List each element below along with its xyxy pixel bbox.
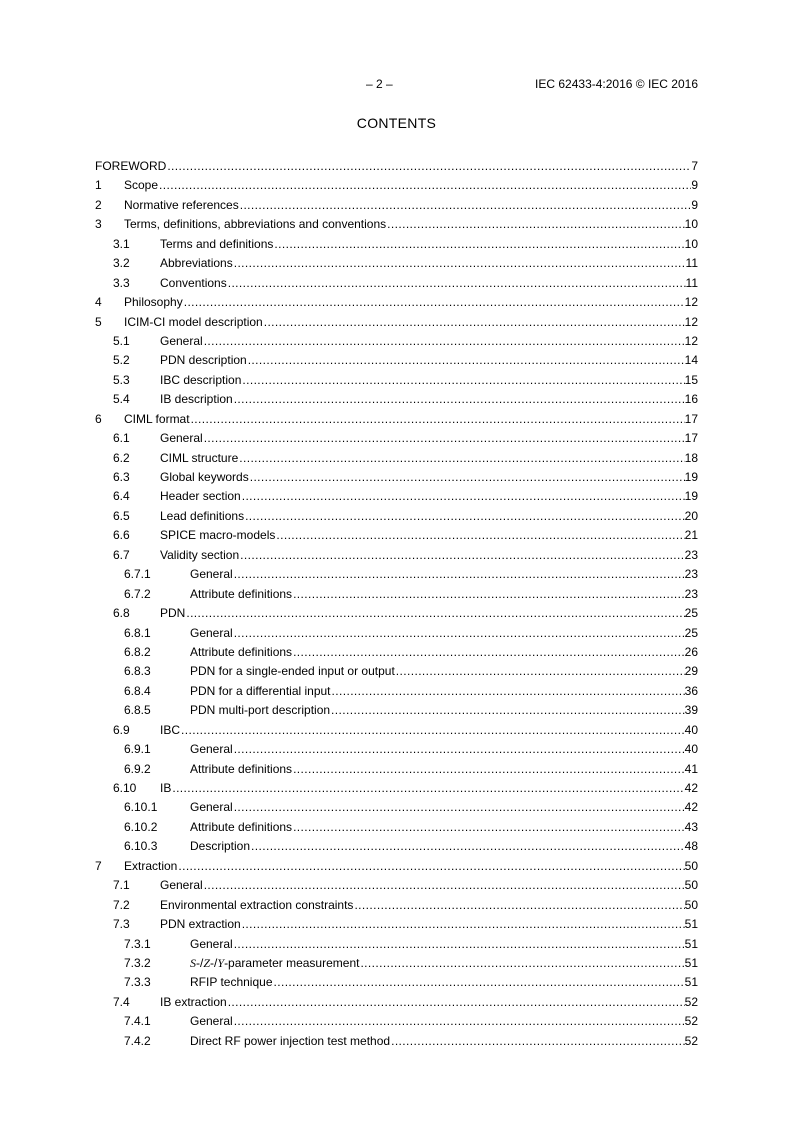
toc-entry-page: 16 — [684, 392, 698, 407]
dot-leader — [274, 973, 685, 992]
toc-entry[interactable] — [95, 507, 698, 526]
toc-entry[interactable] — [95, 293, 698, 312]
toc-entry-number: 6.1 — [113, 431, 130, 446]
toc-entry[interactable] — [95, 779, 698, 798]
toc-entry-label: S-/Z-/Y-parameter measurement — [190, 955, 360, 970]
dot-leader — [234, 624, 685, 643]
toc-entry-label: Normative references — [124, 197, 239, 212]
toc-entry[interactable] — [95, 235, 698, 254]
toc-entry-label: PDN extraction — [160, 917, 241, 932]
toc-entry[interactable] — [95, 215, 698, 234]
toc-entry-label: CIML format — [124, 411, 190, 426]
dot-leader — [250, 468, 685, 487]
dot-leader — [387, 215, 684, 234]
dot-leader — [204, 429, 685, 448]
toc-entry-label: IBC — [160, 722, 181, 737]
toc-entry-number: 3.2 — [113, 256, 130, 271]
toc-entry[interactable] — [95, 721, 698, 740]
toc-entry-label: General — [190, 936, 233, 951]
toc-entry-page: 12 — [684, 295, 698, 310]
toc-entry-page: 11 — [685, 256, 698, 271]
toc-entry[interactable] — [95, 546, 698, 565]
toc-entry-page: 29 — [684, 664, 698, 679]
toc-entry[interactable] — [95, 701, 698, 720]
page-title: CONTENTS — [356, 115, 437, 131]
dot-leader — [240, 196, 692, 215]
toc-entry-number: 6.7.2 — [124, 586, 151, 601]
toc-entry-label: IBC description — [160, 372, 242, 387]
dot-leader — [240, 546, 684, 565]
toc-entry-label: General — [190, 625, 233, 640]
toc-entry-number: 7.4.2 — [124, 1033, 151, 1048]
toc-entry-number: 6.9.1 — [124, 742, 151, 757]
dot-leader — [178, 857, 684, 876]
dot-leader — [228, 274, 686, 293]
toc-entry-label: PDN description — [160, 353, 247, 368]
dot-leader — [234, 740, 685, 759]
toc-entry[interactable] — [95, 643, 698, 662]
toc-entry[interactable] — [95, 332, 698, 351]
toc-entry-number: 6.6 — [113, 528, 130, 543]
toc-entry-number: 3.3 — [113, 275, 130, 290]
dot-leader — [264, 313, 685, 332]
toc-entry[interactable] — [95, 487, 698, 506]
toc-entry-label: FOREWORD — [95, 159, 167, 173]
toc-entry-label: Lead definitions — [160, 508, 245, 523]
toc-entry-number: 4 — [95, 295, 102, 310]
toc-entry[interactable] — [95, 896, 698, 915]
toc-entry-number: 6.8 — [113, 606, 130, 621]
toc-entry-page: 21 — [684, 528, 698, 543]
dot-leader — [332, 682, 685, 701]
toc-entry-page: 26 — [684, 644, 698, 659]
dot-leader — [191, 410, 685, 429]
toc-entry-page: 25 — [684, 625, 698, 640]
toc-entry-number: 6.8.5 — [124, 703, 151, 718]
toc-entry-label: Abbreviations — [160, 256, 233, 271]
toc-entry-page: 19 — [684, 470, 698, 484]
toc-entry-page: 50 — [684, 858, 698, 873]
dot-leader — [204, 876, 685, 895]
dot-leader — [293, 643, 685, 662]
dot-leader — [242, 487, 685, 506]
toc-entry-label: General — [160, 878, 203, 893]
toc-entry-page: 51 — [684, 955, 698, 970]
toc-entry-page: 42 — [684, 781, 698, 795]
dot-leader — [293, 585, 685, 604]
dot-leader — [239, 449, 684, 468]
toc-entry-number: 3.1 — [113, 236, 130, 251]
toc-entry-label: General — [190, 800, 233, 815]
toc-entry-label: Terms, definitions, abbreviations and conventions — [124, 217, 387, 232]
toc-entry[interactable] — [95, 760, 698, 779]
toc-entry[interactable] — [95, 449, 698, 468]
table-of-contents — [95, 157, 698, 1051]
toc-entry-label: General — [190, 1014, 233, 1029]
toc-entry[interactable] — [95, 662, 698, 681]
toc-entry-label: IB — [160, 781, 172, 795]
toc-entry-page: 17 — [684, 411, 698, 426]
toc-entry-number: 6.10.3 — [124, 839, 158, 854]
toc-entry[interactable] — [95, 410, 698, 429]
toc-entry-page: 51 — [684, 917, 698, 932]
toc-entry-number: 7.1 — [113, 878, 130, 893]
toc-entry-number: 7.4 — [113, 994, 130, 1009]
toc-entry-page: 23 — [684, 586, 698, 601]
dot-leader — [186, 604, 684, 623]
toc-entry-number: 6.8.3 — [124, 664, 151, 679]
toc-entry-number: 6.10 — [113, 781, 137, 795]
dot-leader — [234, 565, 685, 584]
toc-entry-number: 1 — [95, 178, 102, 193]
dot-leader — [248, 351, 685, 370]
toc-entry[interactable] — [95, 857, 698, 876]
toc-entry-label: Attribute definitions — [190, 761, 293, 776]
toc-entry[interactable] — [95, 993, 698, 1012]
toc-entry-number: 6.9 — [113, 722, 130, 737]
dot-leader — [181, 721, 685, 740]
dot-leader — [234, 1012, 685, 1031]
toc-entry-number: 6.8.4 — [124, 683, 151, 698]
toc-entry[interactable] — [95, 585, 698, 604]
dot-leader — [245, 507, 685, 526]
dot-leader — [276, 526, 684, 545]
dot-leader — [360, 954, 684, 973]
toc-entry-label: CIML structure — [160, 450, 239, 465]
toc-entry-page: 17 — [684, 431, 698, 446]
toc-entry-label: General — [190, 742, 233, 757]
document-reference: IEC 62433-4:2016 © IEC 2016 — [535, 77, 698, 91]
toc-entry-page: 9 — [691, 197, 698, 212]
toc-entry-page: 7 — [691, 159, 698, 173]
toc-entry[interactable] — [95, 526, 698, 545]
toc-entry[interactable] — [95, 371, 698, 390]
dot-leader — [234, 798, 685, 817]
toc-entry-page: 40 — [684, 722, 698, 737]
toc-entry[interactable] — [95, 274, 698, 293]
dot-leader — [331, 701, 685, 720]
toc-entry-label: Validity section — [160, 547, 240, 562]
toc-entry[interactable] — [95, 429, 698, 448]
toc-entry-page: 36 — [684, 683, 698, 698]
toc-entry-label: Terms and definitions — [160, 236, 274, 251]
dot-leader — [159, 176, 691, 195]
toc-entry-label: ICIM-CI model description — [124, 314, 263, 329]
toc-entry-page: 40 — [684, 742, 698, 757]
toc-entry-label: Scope — [124, 178, 159, 193]
toc-entry-label: Global keywords — [160, 470, 249, 484]
toc-entry-page: 18 — [684, 450, 698, 465]
toc-entry-label: General — [190, 567, 233, 582]
toc-entry-page: 52 — [684, 1014, 698, 1029]
toc-entry-label: PDN for a differential input — [190, 683, 331, 698]
toc-entry-label: PDN — [160, 606, 186, 621]
toc-entry[interactable] — [95, 390, 698, 409]
toc-entry-number: 7 — [95, 858, 102, 873]
toc-entry-page: 43 — [684, 819, 698, 834]
toc-entry[interactable] — [95, 818, 698, 837]
toc-entry-page: 20 — [684, 508, 698, 523]
toc-entry-number: 6.8.1 — [124, 625, 151, 640]
toc-entry[interactable] — [95, 1032, 698, 1051]
toc-entry-number: 6.10.2 — [124, 819, 158, 834]
dot-leader — [396, 662, 685, 681]
toc-entry-label: SPICE macro-models — [160, 528, 276, 543]
toc-entry[interactable] — [95, 196, 698, 215]
dot-leader — [242, 915, 685, 934]
toc-entry-page: 42 — [684, 800, 698, 815]
toc-entry[interactable] — [95, 1012, 698, 1031]
toc-entry-label: Attribute definitions — [190, 644, 293, 659]
toc-entry-label: Extraction — [124, 858, 178, 873]
dot-leader — [228, 993, 685, 1012]
toc-entry[interactable] — [95, 604, 698, 623]
toc-entry-number: 7.2 — [113, 897, 130, 912]
dot-leader — [234, 254, 686, 273]
toc-entry[interactable] — [95, 682, 698, 701]
toc-entry-label: IB extraction — [160, 994, 227, 1009]
toc-entry-page: 23 — [684, 547, 698, 562]
toc-entry-number: 5.3 — [113, 372, 130, 387]
toc-entry-page: 10 — [684, 217, 698, 232]
toc-entry-label: Attribute definitions — [190, 819, 293, 834]
toc-entry-page: 12 — [684, 333, 698, 348]
toc-entry[interactable] — [95, 798, 698, 817]
toc-entry-label: PDN for a single-ended input or output — [190, 664, 395, 679]
toc-entry-number: 5.2 — [113, 353, 130, 368]
toc-entry[interactable] — [95, 915, 698, 934]
toc-entry-label: Direct RF power injection test method — [190, 1033, 391, 1048]
toc-entry[interactable] — [95, 313, 698, 332]
page-number: – 2 – — [366, 77, 393, 91]
toc-entry[interactable] — [95, 624, 698, 643]
toc-entry-label: RFIP technique — [190, 975, 273, 990]
toc-entry[interactable] — [95, 254, 698, 273]
toc-entry-label: General — [160, 431, 203, 446]
toc-entry-number: 6.10.1 — [124, 800, 158, 815]
toc-entry-number: 3 — [95, 217, 102, 232]
dot-leader — [234, 935, 685, 954]
toc-entry-number: 5.4 — [113, 392, 130, 407]
toc-entry-number: 7.3.2 — [124, 955, 151, 970]
toc-entry-number: 7.4.1 — [124, 1014, 151, 1029]
toc-entry-page: 50 — [684, 878, 698, 893]
toc-entry-page: 10 — [684, 236, 698, 251]
toc-entry-number: 6.5 — [113, 508, 130, 523]
dot-leader — [391, 1032, 685, 1051]
toc-entry-number: 6.2 — [113, 450, 130, 465]
toc-entry-label: Header section — [160, 489, 241, 504]
dot-leader — [234, 390, 685, 409]
dot-leader — [172, 779, 684, 798]
toc-entry-page: 41 — [684, 761, 698, 776]
toc-entry-number: 7.3.3 — [124, 975, 151, 990]
toc-entry-label: General — [160, 333, 203, 348]
toc-entry-number: 5 — [95, 314, 102, 329]
toc-entry-label: Environmental extraction constraints — [160, 897, 354, 912]
dot-leader — [354, 896, 684, 915]
toc-entry[interactable] — [95, 157, 698, 176]
toc-entry[interactable] — [95, 973, 698, 992]
toc-entry-number: 6.7.1 — [124, 567, 151, 582]
toc-entry-number: 7.3 — [113, 917, 130, 932]
toc-entry[interactable] — [95, 837, 698, 856]
toc-entry[interactable] — [95, 954, 698, 973]
dot-leader — [293, 818, 685, 837]
toc-entry-page: 9 — [691, 178, 698, 193]
dot-leader — [251, 837, 685, 856]
toc-entry[interactable] — [95, 468, 698, 487]
toc-entry-label: PDN multi-port description — [190, 703, 331, 718]
toc-entry-page: 52 — [684, 994, 698, 1009]
toc-entry-label: IB description — [160, 392, 233, 407]
dot-leader — [242, 371, 684, 390]
toc-entry-number: 6.3 — [113, 470, 130, 484]
toc-entry-page: 48 — [684, 839, 698, 854]
dot-leader — [184, 293, 685, 312]
dot-leader — [293, 760, 685, 779]
toc-entry-page: 19 — [684, 489, 698, 504]
toc-entry[interactable] — [95, 876, 698, 895]
toc-entry-number: 2 — [95, 197, 102, 212]
toc-entry-label: Conventions — [160, 275, 227, 290]
toc-entry-page: 11 — [685, 275, 698, 290]
toc-entry-label: Attribute definitions — [190, 586, 293, 601]
dot-leader — [274, 235, 684, 254]
toc-entry-number: 5.1 — [113, 333, 130, 348]
toc-entry-page: 51 — [684, 975, 698, 990]
toc-entry-page: 14 — [684, 353, 698, 368]
toc-entry-label: Description — [190, 839, 251, 854]
toc-entry-number: 6 — [95, 411, 102, 426]
toc-entry-page: 52 — [684, 1033, 698, 1048]
toc-entry-label: Philosophy — [124, 295, 183, 310]
toc-entry-page: 25 — [684, 606, 698, 621]
toc-entry[interactable] — [95, 565, 698, 584]
toc-entry-number: 6.4 — [113, 489, 130, 504]
toc-entry[interactable] — [95, 176, 698, 195]
toc-entry-page: 23 — [684, 567, 698, 582]
toc-entry-number: 6.7 — [113, 547, 130, 562]
toc-entry-number: 6.9.2 — [124, 761, 151, 776]
toc-entry[interactable] — [95, 740, 698, 759]
toc-entry-page: 15 — [684, 372, 698, 387]
toc-entry-number: 6.8.2 — [124, 644, 151, 659]
toc-entry-number: 7.3.1 — [124, 936, 151, 951]
toc-entry-page: 51 — [684, 936, 698, 951]
toc-entry-page: 39 — [684, 703, 698, 718]
toc-entry[interactable] — [95, 935, 698, 954]
dot-leader — [167, 157, 691, 176]
toc-entry[interactable] — [95, 351, 698, 370]
toc-entry-page: 50 — [684, 897, 698, 912]
toc-entry-page: 12 — [684, 314, 698, 329]
dot-leader — [204, 332, 685, 351]
